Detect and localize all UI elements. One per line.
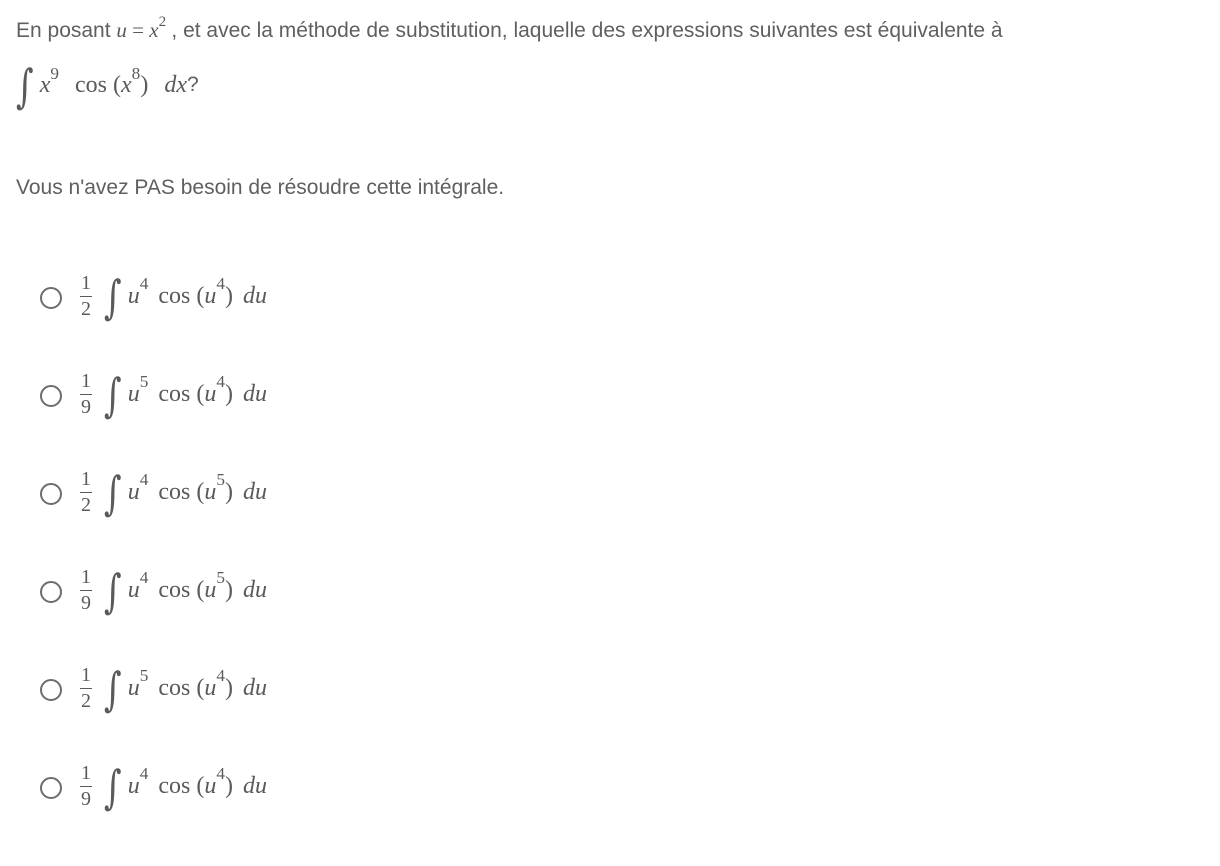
answer-option-1[interactable] xyxy=(40,258,267,334)
radio-button[interactable] xyxy=(40,287,62,309)
integral-expression: ∫ u 4 cos ( u 5 ) du xyxy=(104,565,267,619)
answer-option-5[interactable] xyxy=(40,650,267,726)
fraction: $\frac{1}{2}$ xyxy=(81,271,91,321)
question-line-1 xyxy=(16,16,1003,47)
question-mark: ? xyxy=(186,73,199,96)
radio-button[interactable] xyxy=(40,385,62,407)
integral-expression: ∫ u 5 cos ( u 4 ) du xyxy=(104,663,267,717)
radio-button[interactable] xyxy=(40,483,62,505)
instruction-note: Vous n'avez PAS besoin de résoudre cette intégrale. xyxy=(16,176,505,199)
answer-option-2[interactable] xyxy=(40,356,267,432)
question-prefix: En posant xyxy=(16,19,111,42)
integral-expression: ∫ u 4 cos ( u 4 ) du xyxy=(104,761,267,815)
integral-expression: ∫ u 5 cos ( u 4 ) du xyxy=(104,369,267,423)
answer-option-6[interactable] xyxy=(40,748,267,824)
radio-button[interactable] xyxy=(40,581,62,603)
fraction: $\frac{1}{9}$ xyxy=(81,565,91,615)
radio-button[interactable] xyxy=(40,679,62,701)
integral-expression: ∫ u 4 cos ( u 5 ) du xyxy=(104,467,267,521)
fraction: $\frac{1}{2}$ xyxy=(81,663,91,713)
fraction: $\frac{1}{9}$ xyxy=(81,369,91,419)
fraction: $\frac{1}{2}$ xyxy=(81,467,91,517)
answer-option-3[interactable] xyxy=(40,454,267,530)
integral-expression: $x^9$ $\cos (x^8)$ dx xyxy=(39,64,187,98)
integral-expression: ∫ u 4 cos ( u 4 ) du xyxy=(104,271,267,325)
radio-button[interactable] xyxy=(40,777,62,799)
fraction: $\frac{1}{9}$ xyxy=(81,761,91,811)
question-suffix: , et avec la méthode de substitution, laquelle des expressions suivantes est équivalente à xyxy=(171,19,1003,42)
substitution-formula: $u = x^2$ xyxy=(116,14,167,42)
question-integral xyxy=(16,60,199,114)
integral-sign: ∫ xyxy=(16,60,34,114)
answer-option-4[interactable] xyxy=(40,552,267,628)
